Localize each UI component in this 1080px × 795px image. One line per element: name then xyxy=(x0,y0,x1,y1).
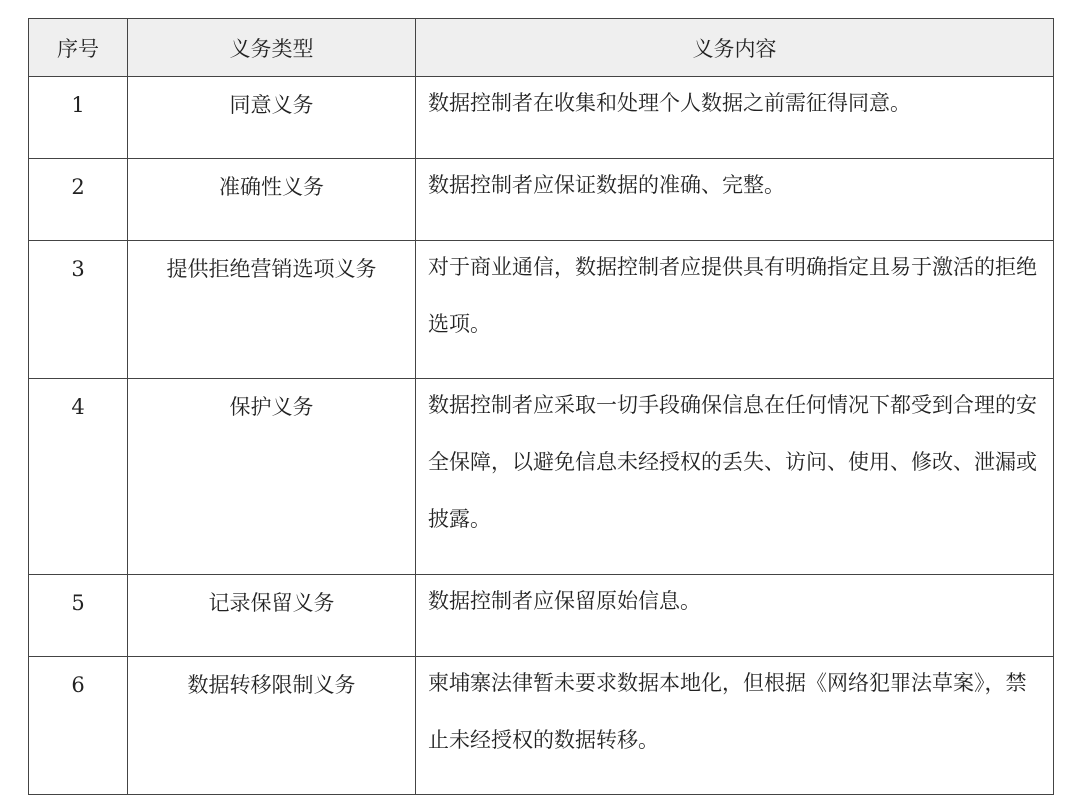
row-type: 数据转移限制义务 xyxy=(128,657,416,795)
table-row xyxy=(29,657,1054,795)
row-content-text: 对于商业通信，数据控制者应提供具有明确指定且易于激活的拒绝选项。 xyxy=(428,255,1037,336)
row-index: 1 xyxy=(29,77,128,159)
table-header xyxy=(29,19,1054,77)
row-content xyxy=(416,241,1054,379)
header-row xyxy=(29,19,1054,77)
row-content-text: 数据控制者在收集和处理个人数据之前需征得同意。 xyxy=(428,91,911,115)
table-row xyxy=(29,241,1054,379)
table-row xyxy=(29,379,1054,575)
row-index: 3 xyxy=(29,241,128,379)
row-type: 提供拒绝营销选项义务 xyxy=(128,241,416,379)
row-index: 4 xyxy=(29,379,128,575)
row-content-text: 数据控制者应保留原始信息。 xyxy=(428,589,701,613)
header-index: 序号 xyxy=(29,19,128,77)
row-index: 2 xyxy=(29,159,128,241)
table-row xyxy=(29,575,1054,657)
row-content xyxy=(416,77,1054,159)
row-content-text: 柬埔寨法律暂未要求数据本地化，但根据《网络犯罪法草案》，禁止未经授权的数据转移。 xyxy=(428,671,1027,752)
row-content-text: 数据控制者应采取一切手段确保信息在任何情况下都受到合理的安全保障，以避免信息未经授权的丢失、访问、使用、修改、泄漏或披露。 xyxy=(428,393,1037,531)
row-type: 同意义务 xyxy=(128,77,416,159)
table-row xyxy=(29,159,1054,241)
row-content xyxy=(416,379,1054,575)
row-type: 保护义务 xyxy=(128,379,416,575)
row-type: 准确性义务 xyxy=(128,159,416,241)
header-type: 义务类型 xyxy=(128,19,416,77)
table-row xyxy=(29,77,1054,159)
row-type: 记录保留义务 xyxy=(128,575,416,657)
row-content xyxy=(416,575,1054,657)
table-body xyxy=(29,77,1054,795)
obligations-table xyxy=(28,18,1054,795)
row-index: 6 xyxy=(29,657,128,795)
row-content xyxy=(416,159,1054,241)
header-content: 义务内容 xyxy=(416,19,1054,77)
row-content-text: 数据控制者应保证数据的准确、完整。 xyxy=(428,173,785,197)
row-content xyxy=(416,657,1054,795)
row-index: 5 xyxy=(29,575,128,657)
